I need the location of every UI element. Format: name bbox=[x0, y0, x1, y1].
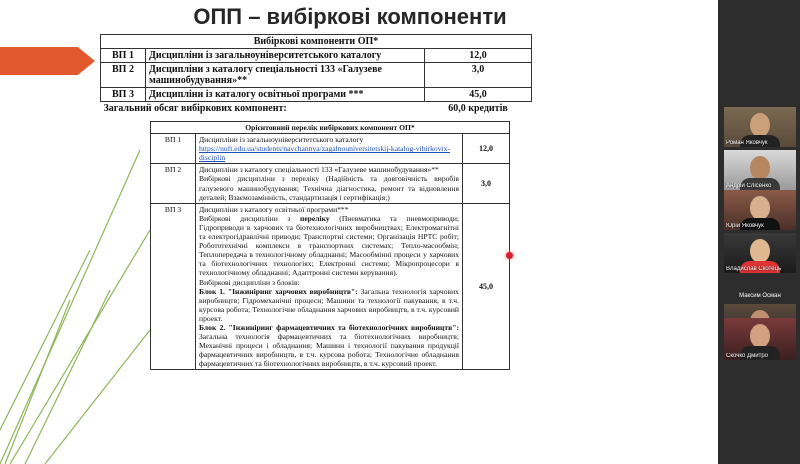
row-credits: 3,0 bbox=[463, 164, 510, 203]
total-value: 60,0 кредитів bbox=[448, 103, 508, 114]
avatar bbox=[750, 156, 770, 180]
participant-name-no-video[interactable]: Максим Осман bbox=[739, 293, 781, 299]
participants-panel bbox=[718, 0, 800, 464]
laser-pointer bbox=[506, 252, 513, 259]
avatar bbox=[750, 239, 770, 263]
row-code: ВП 1 bbox=[151, 134, 196, 164]
vp3-blocks-intro: Вибіркові дисципліни з блоків: bbox=[199, 277, 300, 287]
block1-text: Загальна технологія харчових виробництв; Гідромеханічні процеси; Машини та технології пакування, в т.ч. курсова робота; Технологічне обладнання харчових виробництв, в т.ч. курсовий проект. bbox=[199, 286, 459, 323]
vp2-heading: Дисципліни з каталогу спеціальності 133 «Галузеве машинобудування»** bbox=[199, 165, 439, 175]
block2-title: Блок 2. "Інжиніринг фармацевтичних та біотехнологічних виробництв": bbox=[199, 322, 459, 332]
vp1-text: Дисципліни із загальноуніверситетського каталогу bbox=[199, 135, 364, 145]
summary-table-header: Вибіркові компоненти ОП* bbox=[101, 35, 532, 49]
row-credits: 12,0 bbox=[463, 134, 510, 164]
catalog-link[interactable]: https://nuft.edu.ua/students/navchannya/zagalnouniversitetskij-katalog-vibirkovix-disciplin bbox=[199, 144, 450, 163]
row-credits: 12,0 bbox=[425, 49, 532, 63]
row-name: Дисципліни із загальноуніверситетського каталогу bbox=[146, 49, 425, 63]
participant-name: Роман Яковчук bbox=[726, 140, 768, 146]
vp2-text: Вибіркові дисципліни з переліку (Надійність та довговічність виробів галузевого машинобудування; Технічна діагностика, ремонт та відновлення деталей; Взаємозамінність, стандартизація і сертифікація;) bbox=[199, 174, 459, 202]
total-row bbox=[101, 102, 532, 116]
block1-title: Блок 1. "Інжиніринг харчових виробництв": bbox=[199, 286, 358, 296]
avatar bbox=[750, 196, 770, 220]
avatar bbox=[750, 113, 770, 137]
orange-arrow-shape bbox=[0, 47, 95, 75]
row-credits: 45,0 bbox=[463, 203, 510, 370]
summary-table bbox=[100, 34, 532, 115]
participant-video-tile[interactable] bbox=[724, 190, 796, 230]
participant-video-tile[interactable] bbox=[724, 233, 796, 273]
block2-text: Загальна технологія фармацевтичних та біотехнологічних виробництв; Механічні процеси і обладнання; Машини і технології пакування продукції фармацевтичних виробництв, в т.ч. курсова робота; Технологічне обладнання фармацевтичних та біотехнологічних виробництв, в т.ч. курсовий проект. bbox=[199, 332, 459, 369]
row-name: Дисципліни із каталогу освітньої програми *** bbox=[146, 88, 425, 102]
participant-name: Владислав Скотець bbox=[726, 266, 782, 272]
detailed-table-header: Орієнтовний перелік вибіркових компонент ОП* bbox=[151, 122, 510, 134]
row-code: ВП 3 bbox=[101, 88, 146, 102]
table-row bbox=[101, 49, 532, 63]
participant-name: Юрій Яковчук bbox=[726, 223, 764, 229]
avatar bbox=[750, 324, 770, 348]
row-code: ВП 2 bbox=[151, 164, 196, 203]
detailed-table bbox=[150, 121, 510, 370]
participant-video-tile[interactable] bbox=[724, 318, 796, 360]
row-code: ВП 1 bbox=[101, 49, 146, 63]
row-credits: 45,0 bbox=[425, 88, 532, 102]
table-row bbox=[151, 203, 510, 370]
table-row bbox=[101, 88, 532, 102]
participant-name: Андрій Слісенко bbox=[726, 183, 772, 189]
row-code: ВП 3 bbox=[151, 203, 196, 370]
vp3-list-bold: переліку bbox=[299, 213, 330, 223]
table-row bbox=[151, 134, 510, 164]
total-label: Загальний обсяг вибіркових компонент: bbox=[103, 103, 287, 114]
vp3-list-intro: Вибіркові дисципліни з bbox=[199, 213, 291, 223]
slide-title: ОПП – вибіркові компоненти bbox=[193, 4, 507, 29]
participant-video-tile[interactable] bbox=[724, 150, 796, 190]
vp3-heading: Дисципліни з каталогу освітньої програми*** bbox=[199, 204, 349, 214]
row-code: ВП 2 bbox=[101, 63, 146, 88]
row-name: Дисципліни з каталогу спеціальності 133 «Галузеве машинобудування»** bbox=[146, 63, 425, 88]
table-row bbox=[101, 63, 532, 88]
participant-video-tile[interactable] bbox=[724, 107, 796, 147]
row-credits: 3,0 bbox=[425, 63, 532, 88]
table-row bbox=[151, 164, 510, 203]
participant-name: Скочко Дмитро bbox=[726, 353, 769, 359]
vp3-list-text: (Пневматика та пневмоприводи; Гідроприводи в харчових та біотехнологічних виробництвах; Електромагнітні та електрогідравлічні приводи; Транспортні системи; Організація НРТС робіт; Робототехнічні комплекси в транспортних системах; Тепло-масообмін; Теплопередача в технологічному обладнанні; Масообмінні процеси у харчових та біотехнологічних технологіях; Електронні системи; Мікропроцесори в технологічному обладнанні; Адаптронні системи керування). bbox=[199, 213, 460, 278]
